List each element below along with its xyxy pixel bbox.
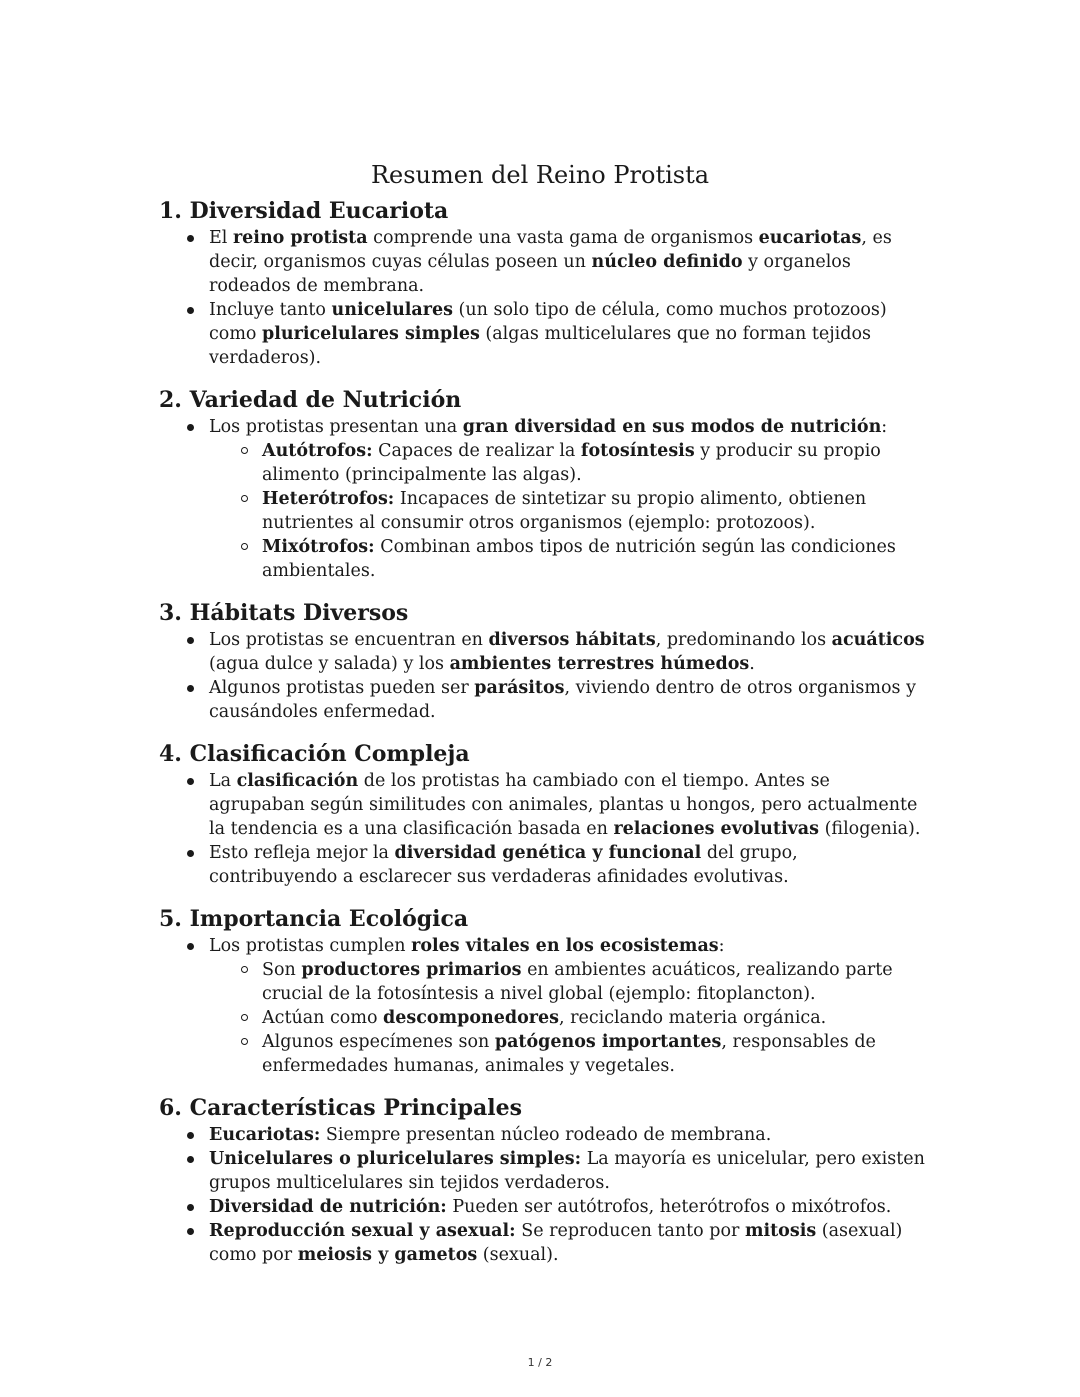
- text-run: :: [718, 936, 725, 956]
- bullet-list: [159, 628, 929, 724]
- text-run: (filogenia).: [819, 819, 921, 839]
- section-heading: 4. Clasificación Compleja: [159, 741, 470, 767]
- section: [159, 196, 929, 370]
- text-run: La mayoría es unicelular, pero existen grupos multicelulares sin tejidos verdaderos.: [209, 1149, 925, 1193]
- text-run: (algas multicelulares que no forman tejidos verdaderos).: [209, 324, 871, 368]
- text-run: Son: [262, 960, 302, 980]
- bullet-list: [159, 934, 929, 1078]
- text-run: Algunos especímenes son: [262, 1032, 495, 1052]
- text-run: Los protistas se encuentran en: [209, 630, 489, 650]
- list-item: [209, 415, 929, 583]
- section-heading: 1. Diversidad Eucariota: [159, 198, 449, 224]
- list-item: [209, 628, 929, 676]
- bold-text: unicelulares: [331, 300, 453, 320]
- text-run: Incluye tanto: [209, 300, 332, 320]
- text-run: comprende una vasta gama de organismos: [367, 228, 759, 248]
- section-heading: 3. Hábitats Diversos: [159, 600, 409, 626]
- text-run: .: [749, 654, 755, 674]
- text-run: y organelos rodeados de membrana.: [209, 252, 851, 296]
- sub-bullet-list: [209, 958, 929, 1078]
- bold-text: fotosíntesis: [580, 441, 695, 461]
- text-run: , viviendo dentro de otros organismos y causándoles enfermedad.: [209, 678, 916, 722]
- text-run: Incapaces de sintetizar su propio alimento, obtienen nutrientes al consumir otros organismos (ejemplo: protozoos).: [262, 489, 867, 533]
- bold-text: roles vitales en los ecosistemas: [411, 936, 719, 956]
- bold-text: parásitos: [474, 678, 565, 698]
- section: [159, 904, 929, 1078]
- bullet-list: [159, 1123, 929, 1267]
- text-run: :: [881, 417, 888, 437]
- section-heading: 5. Importancia Ecológica: [159, 906, 469, 932]
- text-run: Los protistas presentan una: [209, 417, 463, 437]
- text-run: , reciclando materia orgánica.: [559, 1008, 827, 1028]
- text-run: La: [209, 771, 237, 791]
- bold-text: patógenos importantes: [494, 1032, 722, 1052]
- text-run: Combinan ambos tipos de nutrición según las condiciones ambientales.: [262, 537, 896, 581]
- text-run: Pueden ser autótrofos, heterótrofos o mixótrofos.: [446, 1197, 892, 1217]
- text-run: y producir su propio alimento (principalmente las algas).: [262, 441, 881, 485]
- section: [159, 1093, 929, 1267]
- list-item: [209, 1147, 929, 1195]
- bold-text: pluricelulares simples: [262, 324, 480, 344]
- section-heading: 6. Características Principales: [159, 1095, 522, 1121]
- bold-text: ambientes terrestres húmedos: [449, 654, 750, 674]
- list-item: [209, 1195, 929, 1219]
- bold-text: Mixótrofos:: [262, 537, 375, 557]
- text-run: Actúan como: [262, 1008, 384, 1028]
- list-item: [209, 676, 929, 724]
- text-run: Capaces de realizar la: [372, 441, 581, 461]
- text-run: del grupo, contribuyendo a esclarecer sus verdaderas afinidades evolutivas.: [209, 843, 798, 887]
- text-run: (un solo tipo de célula, como muchos protozoos) como: [209, 300, 887, 344]
- sub-list-item: [262, 958, 929, 1006]
- sub-bullet-list: [209, 439, 929, 583]
- text-run: Siempre presentan núcleo rodeado de membrana.: [320, 1125, 772, 1145]
- bold-text: eucariotas: [758, 228, 862, 248]
- list-item: [209, 934, 929, 1078]
- sub-list-item: [262, 1006, 929, 1030]
- list-item: [209, 298, 929, 370]
- sub-list-item: [262, 487, 929, 535]
- sub-list-item: [262, 535, 929, 583]
- bold-text: Unicelulares o pluricelulares simples:: [209, 1149, 582, 1169]
- text-run: en ambientes acuáticos, realizando parte crucial de la fotosíntesis a nivel global (ejemplo: fitoplancton).: [262, 960, 893, 1004]
- bold-text: gran diversidad en sus modos de nutrición: [462, 417, 882, 437]
- bold-text: relaciones evolutivas: [613, 819, 819, 839]
- text-run: (asexual) como por: [209, 1221, 903, 1265]
- bullet-list: [159, 415, 929, 583]
- bold-text: Autótrofos:: [262, 441, 373, 461]
- text-run: Se reproducen tanto por: [515, 1221, 745, 1241]
- bold-text: diversidad genética y funcional: [394, 843, 702, 863]
- bold-text: diversos hábitats: [488, 630, 656, 650]
- bold-text: mitosis: [744, 1221, 817, 1241]
- document-title: Resumen del Reino Protista: [370, 161, 710, 189]
- sub-list-item: [262, 439, 929, 487]
- text-run: Algunos protistas pueden ser: [209, 678, 475, 698]
- sub-list-item: [262, 1030, 929, 1078]
- bold-text: Reproducción sexual y asexual:: [209, 1221, 516, 1241]
- bold-text: acuáticos: [831, 630, 925, 650]
- bold-text: descomponedores: [383, 1008, 559, 1028]
- list-item: [209, 226, 929, 298]
- bold-text: meiosis y gametos: [297, 1245, 478, 1265]
- bold-text: Eucariotas:: [209, 1125, 321, 1145]
- bullet-list: [159, 226, 929, 370]
- text-run: El: [209, 228, 233, 248]
- section: [159, 739, 929, 889]
- section: [159, 385, 929, 583]
- text-run: de los protistas ha cambiado con el tiempo. Antes se agrupaban según similitudes con animales, plantas u hongos, pero actualmente la tendencia es a una clasificación basada en: [209, 771, 918, 839]
- bold-text: clasificación: [236, 771, 359, 791]
- text-run: Los protistas cumplen: [209, 936, 412, 956]
- list-item: [209, 841, 929, 889]
- bold-text: productores primarios: [301, 960, 522, 980]
- bullet-list: [159, 769, 929, 889]
- section-heading: 2. Variedad de Nutrición: [159, 387, 462, 413]
- text-run: (agua dulce y salada) y los: [209, 654, 450, 674]
- list-item: [209, 1219, 929, 1267]
- document-body: [159, 196, 929, 1282]
- bold-text: núcleo definido: [591, 252, 743, 272]
- bold-text: Heterótrofos:: [262, 489, 395, 509]
- bold-text: Diversidad de nutrición:: [209, 1197, 447, 1217]
- text-run: (sexual).: [477, 1245, 559, 1265]
- page-number: 1 / 2: [527, 1356, 553, 1369]
- text-run: Esto refleja mejor la: [209, 843, 395, 863]
- list-item: [209, 1123, 929, 1147]
- text-run: , responsables de enfermedades humanas, animales y vegetales.: [262, 1032, 876, 1076]
- bold-text: reino protista: [232, 228, 368, 248]
- list-item: [209, 769, 929, 841]
- text-run: , es decir, organismos cuyas células poseen un: [209, 228, 892, 272]
- text-run: , predominando los: [655, 630, 832, 650]
- section: [159, 598, 929, 724]
